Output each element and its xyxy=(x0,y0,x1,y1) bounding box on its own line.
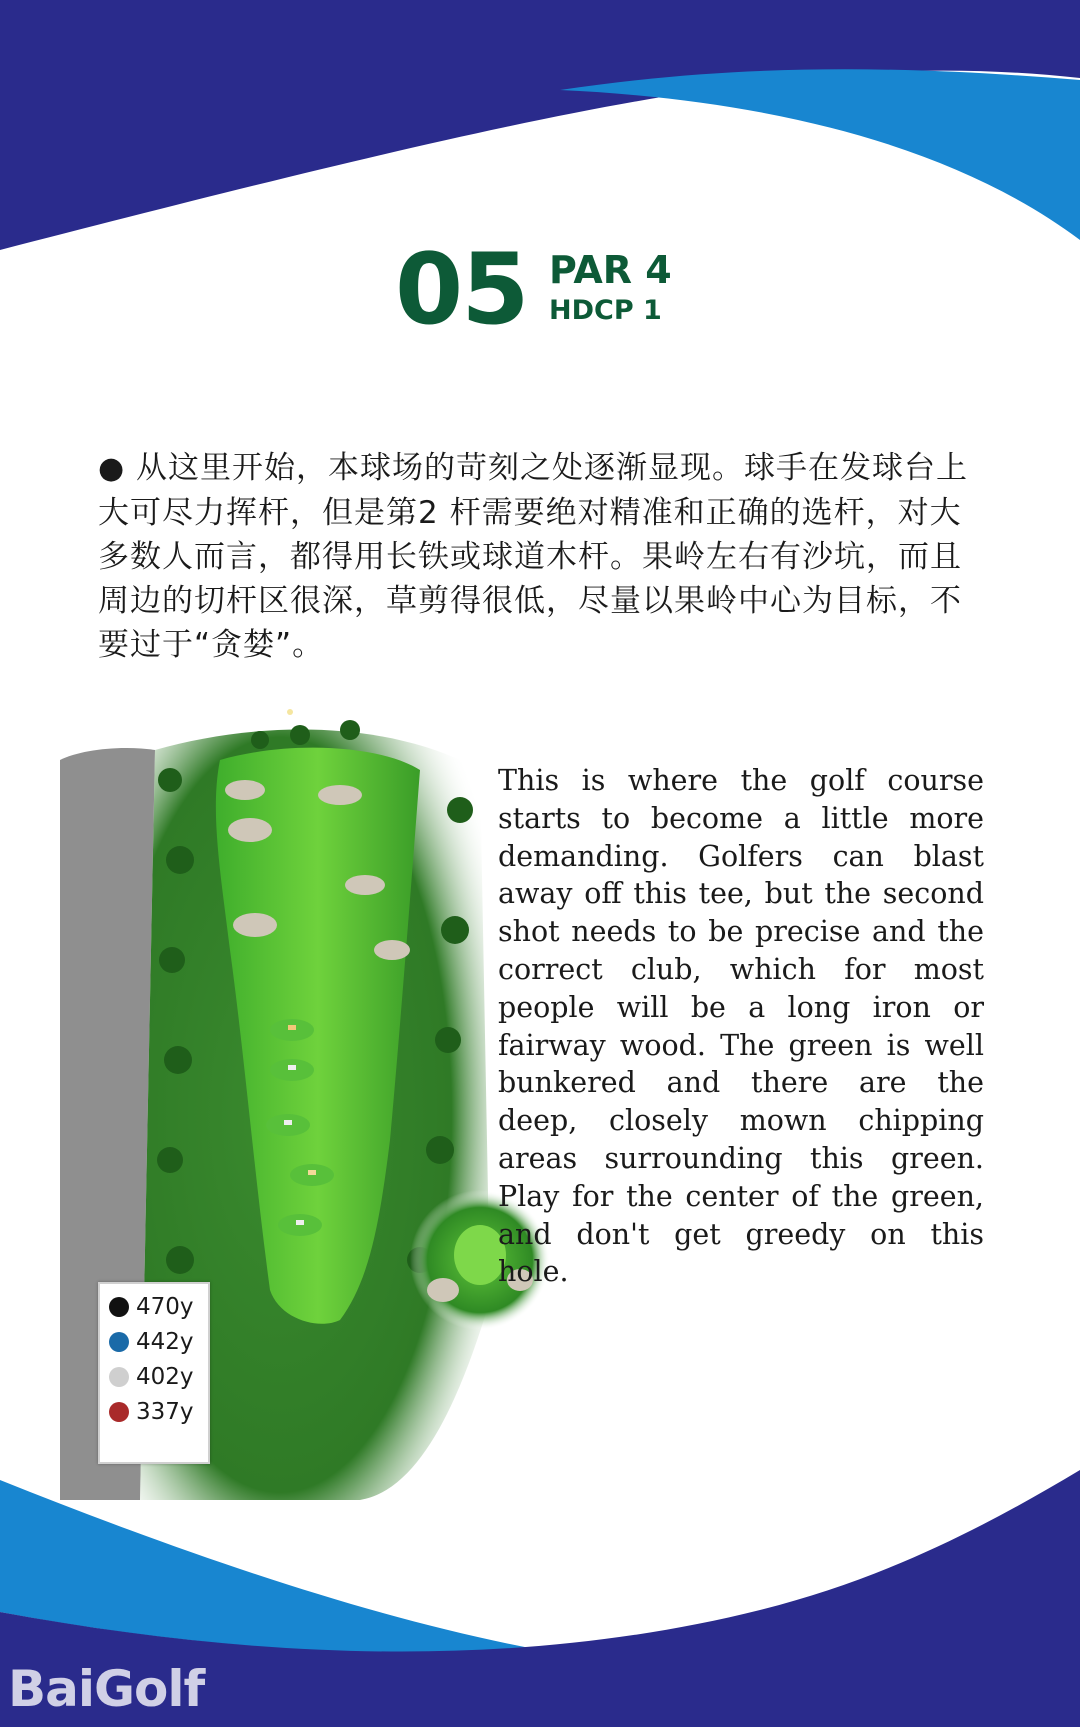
tee-legend xyxy=(98,1282,210,1464)
tee-marker xyxy=(308,1170,316,1175)
legend-item xyxy=(109,1362,194,1392)
description-english: This is where the golf course starts to become a little more demanding. Golfers can blast away off this tee, but the second shot needs to be precise and the correct club, which for most people will be a long iron or fairway wood. The green is well bunkered and there are the deep, closely mown chipping areas surrounding this green. Play for the center of the green, and don't get greedy on this hole. xyxy=(498,764,984,1289)
description-chinese xyxy=(98,446,986,667)
bunker xyxy=(374,940,410,960)
tee-dot-icon xyxy=(109,1332,129,1352)
bunker xyxy=(345,875,385,895)
legend-label: 470y xyxy=(136,1294,194,1320)
legend-label: 442y xyxy=(136,1329,194,1355)
bunker xyxy=(427,1278,459,1302)
tee-marker xyxy=(288,1065,296,1070)
bunker xyxy=(228,818,272,842)
tee-marker xyxy=(296,1220,304,1225)
hole-number: 05 xyxy=(395,233,528,347)
bunker xyxy=(233,913,277,937)
legend-label: 337y xyxy=(136,1399,194,1425)
tee-marker xyxy=(288,1025,296,1030)
baigolf-logo: BaiGolf xyxy=(8,1660,205,1718)
legend-item xyxy=(109,1292,194,1322)
legend-label: 402y xyxy=(136,1364,194,1390)
tee-dot-icon xyxy=(109,1402,129,1422)
tee-dot-icon xyxy=(109,1297,129,1317)
legend-item xyxy=(109,1397,194,1427)
legend-item xyxy=(109,1327,194,1357)
bunker xyxy=(225,780,265,800)
tee-marker xyxy=(284,1120,292,1125)
par-label: PAR 4 xyxy=(549,248,672,292)
hole-header xyxy=(395,233,715,347)
hdcp-label: HDCP 1 xyxy=(549,295,662,326)
description-chinese-text: 从这里开始，本球场的苛刻之处逐渐显现。球手在发球台上大可尽力挥杆，但是第2 杆需要绝对精准和正确的选杆，对大多数人而言，都得用长铁或球道木杆。果岭左右有沙坑，而且周边的切杆区很深，草剪得很低，尽量以果岭中心为目标，不要过于“贪婪”。 xyxy=(98,450,969,663)
flag-pin xyxy=(287,709,293,715)
bullet-icon: ● xyxy=(98,451,126,486)
bunker xyxy=(318,785,362,805)
tee-dot-icon xyxy=(109,1367,129,1387)
